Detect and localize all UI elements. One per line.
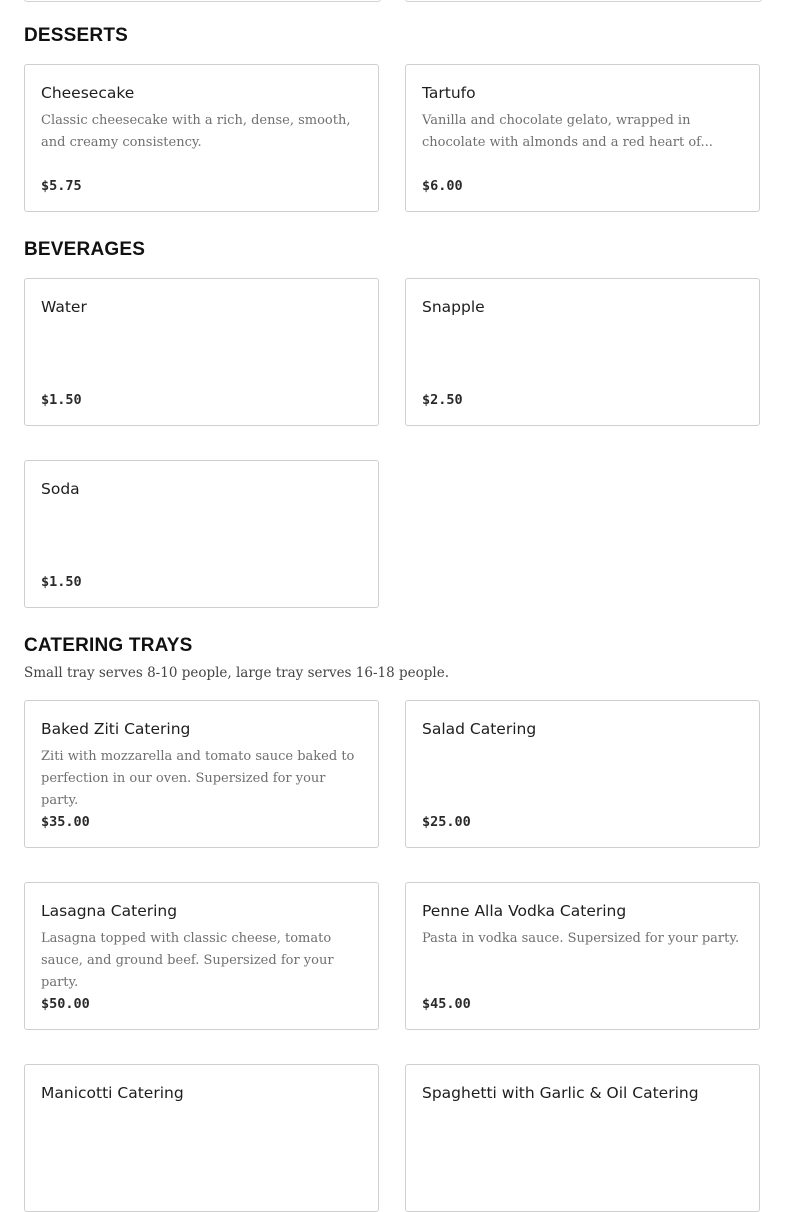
menu-item-name: Manicotti Catering xyxy=(41,1084,184,1102)
menu-item-card[interactable] xyxy=(405,1064,760,1212)
menu-item-card[interactable] xyxy=(405,882,760,1030)
section-title: BEVERAGES xyxy=(24,239,146,260)
menu-item-description: Ziti with mozzarella and tomato sauce baked to perfection in our oven. Supersized for your party. xyxy=(41,749,355,808)
menu-item-description: Vanilla and chocolate gelato, wrapped in chocolate with almonds and a red heart of... xyxy=(422,113,713,150)
menu-item-name: Water xyxy=(41,298,87,316)
section-description: Small tray serves 8-10 people, large tray serves 16-18 people. xyxy=(24,665,449,681)
menu-item-price: $2.50 xyxy=(422,392,463,408)
menu-item-name: Spaghetti with Garlic & Oil Catering xyxy=(422,1084,699,1102)
menu-item-card[interactable] xyxy=(24,1064,379,1212)
menu-item-price: $45.00 xyxy=(422,996,471,1012)
menu-item-name: Salad Catering xyxy=(422,720,537,738)
menu-item-price: $35.00 xyxy=(41,814,90,830)
menu-item-card[interactable] xyxy=(24,882,379,1030)
previous-card-edge xyxy=(405,0,762,2)
menu-item-card[interactable] xyxy=(24,460,379,608)
menu-item-name: Penne Alla Vodka Catering xyxy=(422,902,627,920)
menu-item-description: Pasta in vodka sauce. Supersized for your party. xyxy=(422,931,740,946)
menu-item-price: $50.00 xyxy=(41,996,90,1012)
menu-item-price: $25.00 xyxy=(422,814,471,830)
menu-item-name: Baked Ziti Catering xyxy=(41,720,191,738)
previous-card-edge xyxy=(24,0,381,2)
menu-item-card[interactable] xyxy=(24,64,379,212)
menu-item-description: Lasagna topped with classic cheese, tomato sauce, and ground beef. Supersized for your party. xyxy=(41,931,334,990)
menu-item-price: $1.50 xyxy=(41,574,82,590)
section-title: DESSERTS xyxy=(24,25,129,46)
menu-item-card[interactable] xyxy=(405,700,760,848)
menu-item-price: $5.75 xyxy=(41,178,82,194)
menu-item-card[interactable] xyxy=(405,278,760,426)
menu-item-price: $6.00 xyxy=(422,178,463,194)
menu-item-name: Lasagna Catering xyxy=(41,902,178,920)
menu-item-card[interactable] xyxy=(24,278,379,426)
menu-item-name: Cheesecake xyxy=(41,84,135,102)
menu-item-price: $1.50 xyxy=(41,392,82,408)
menu-item-card[interactable] xyxy=(24,700,379,848)
menu-item-card[interactable] xyxy=(405,64,760,212)
menu-item-description: Classic cheesecake with a rich, dense, smooth, and creamy consistency. xyxy=(41,113,351,150)
menu-item-name: Soda xyxy=(41,480,80,498)
section-title: CATERING TRAYS xyxy=(24,635,193,656)
menu-item-name: Tartufo xyxy=(422,84,476,102)
menu-item-name: Snapple xyxy=(422,298,485,316)
